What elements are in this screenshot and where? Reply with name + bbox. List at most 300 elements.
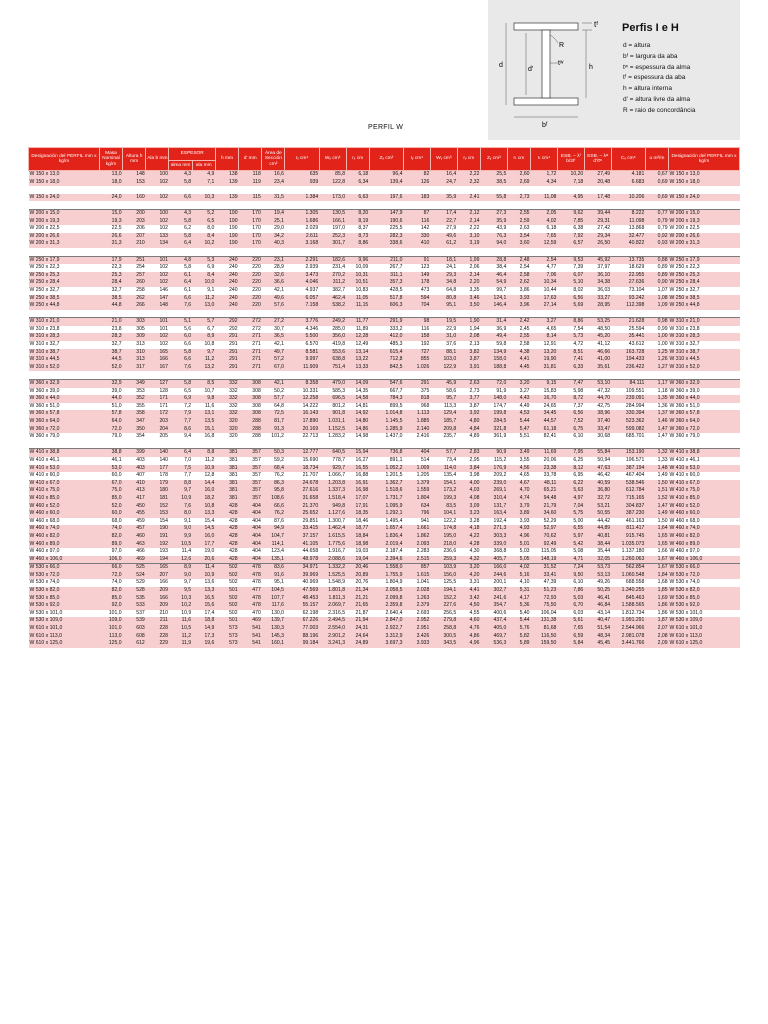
table-cell: 410 [123,480,146,488]
table-cell: 1,32 [645,449,668,457]
table-cell: 18,98 [346,541,369,549]
table-cell: 102 [146,279,169,287]
table-cell: 16.143 [285,410,319,418]
table-cell-empty [346,310,369,318]
table-cell: 784,3 [369,395,403,403]
table-cell: 1,86 [645,602,668,610]
table-cell: 36,6 [262,279,285,287]
table-cell: 47,39 [531,579,558,587]
diagram-d-label: d [499,62,503,69]
table-cell: 309 [123,333,146,341]
table-cell: 109.551 [611,388,645,396]
table-row [29,625,740,633]
table-cell: 190 [146,525,169,533]
table-cell: 1.201,5 [369,472,403,480]
table-cell-designation: W 530 x 109,0 [29,617,100,625]
table-cell: 3,27 [531,318,558,326]
table-cell-designation: W 250 x 28,4 [669,279,740,287]
table-cell: 99,7 [480,287,507,295]
table-cell: 5,8 [169,264,192,272]
table-cell: 4,3 [169,209,192,217]
table-cell: 796 [403,510,430,518]
table-cell: 2.693 [403,610,430,618]
table-cell: 2.952 [403,617,430,625]
table-cell: 2.359,8 [369,602,403,610]
table-cell: 52,97 [531,525,558,533]
table-cell: 18,77 [346,525,369,533]
legend-item: d = altura [623,42,651,49]
table-cell: 50,94 [584,457,611,465]
table-cell: 361,9 [480,433,507,441]
table-cell: 17,91 [346,503,369,511]
table-cell: 240 [215,295,238,303]
header-zy: Zᵧ cm³ [480,148,507,171]
table-cell-empty [584,371,611,379]
table-cell: 321,8 [480,426,507,434]
table-cell: 929,7 [319,465,346,473]
table-cell: 20,48 [584,179,611,187]
table-cell: 845.463 [611,595,645,603]
table-cell-empty [29,441,100,449]
table-cell: 27,42 [584,225,611,233]
table-cell: 18.629 [611,264,645,272]
table-cell: 288 [239,418,262,426]
table-cell: 1,90 [457,318,480,326]
table-cell-empty [584,248,611,256]
table-cell: 7,6 [169,503,192,511]
table-cell-designation: W 310 x 38,7 [29,349,100,357]
table-cell: 13,22 [346,356,369,364]
table-cell-empty [403,371,430,379]
table-cell-empty [319,201,346,209]
table-cell: 32,9 [99,380,122,388]
table-cell: 134 [146,240,169,248]
table-cell: 16,55 [346,465,369,473]
table-cell: 180 [146,487,169,495]
table-cell: 1.035.073 [611,541,645,549]
table-cell: 73,4 [430,457,457,465]
table-cell-designation: W 410 x 53,0 [669,465,740,473]
table-cell: 257 [123,272,146,280]
table-cell: 42,1 [262,380,285,388]
table-cell: 21,87 [346,610,369,618]
table-cell: 320 [215,418,238,426]
table-cell: 2,54 [507,264,530,272]
table-cell: 271,3 [480,525,507,533]
table-cell: 8,14 [531,333,558,341]
table-cell: 3,86 [507,287,530,295]
table-cell: 1,50 [645,518,668,526]
table-cell: 89,0 [99,541,122,549]
table-cell: 381 [215,480,238,488]
table-cell: 95,1 [262,579,285,587]
table-cell: 11,4 [192,564,215,572]
table-row [29,465,740,473]
table-cell: 97,0 [99,548,122,556]
table-cell: 1.615 [403,572,430,580]
table-cell: 34,2 [262,233,285,241]
table-cell: 24,7 [430,179,457,187]
legend-item: tʷ = espessura da alma [623,63,691,71]
table-cell: 75,50 [531,602,558,610]
table-cell: 4,67 [507,480,530,488]
table-cell: 235,7 [430,433,457,441]
table-cell: 13,2 [192,364,215,372]
table-cell: 428 [215,548,238,556]
table-row [29,233,740,241]
table-cell: 8,12 [557,465,584,473]
table-cell: 178 [403,279,430,287]
table-cell: 240 [215,302,238,310]
table-cell: 2.901,2 [319,633,346,641]
table-cell: 4,70 [507,487,530,495]
table-cell: 20,06 [531,457,558,465]
table-cell: 2.394,6 [369,556,403,564]
table-cell: 72,0 [99,572,122,580]
table-cell: 477 [239,587,262,595]
table-cell: 460 [123,533,146,541]
table-cell: 5,69 [557,302,584,310]
table-cell: 7,06 [531,272,558,280]
table-cell: 209,2 [480,472,507,480]
table-cell: 8,20 [346,209,369,217]
table-cell: 407 [123,472,146,480]
table-cell: 4,30 [457,548,480,556]
table-cell-empty [611,310,645,318]
table-cell: 8,0 [192,225,215,233]
table-cell: 2.140 [403,426,430,434]
table-cell-empty [146,186,169,194]
table-cell: 51,23 [531,587,558,595]
table-cell: 1,49 [645,472,668,480]
table-cell: 252,3 [319,233,346,241]
legend-item: h = altura interna [623,85,672,93]
table-cell: 7,92 [557,233,584,241]
table-cell: 236.422 [611,364,645,372]
table-cell-designation: W 250 x 38,5 [669,295,740,303]
table-cell-designation: W 310 x 32,7 [669,341,740,349]
table-cell-designation: W 360 x 51,0 [669,403,740,411]
table-cell: 258,8 [430,625,457,633]
table-cell: 1.052,2 [369,465,403,473]
table-cell-designation: W 200 x 26,6 [29,233,100,241]
table-cell: 4,3 [169,171,192,179]
table-cell: 428 [215,541,238,549]
table-cell: 2,06 [457,264,480,272]
table-cell: 95,1 [430,302,457,310]
table-cell: 387.230 [611,510,645,518]
table-cell-designation: W 310 x 44,5 [29,356,100,364]
table-cell-empty [262,371,285,379]
table-cell: 7,95 [557,449,584,457]
table-cell: 1,65 [645,541,668,549]
table-cell: 38,4 [480,264,507,272]
table-cell: 573 [215,625,238,633]
table-cell: 539 [123,617,146,625]
table-cell: 77.003 [285,625,319,633]
table-cell: 165 [146,564,169,572]
table-cell: 899,5 [369,403,403,411]
table-cell-empty [457,201,480,209]
table-cell: 31,4 [480,318,507,326]
table-cell-designation: W 150 x 24,0 [669,194,740,202]
table-cell: 220 [239,264,262,272]
table-cell: 206 [123,225,146,233]
table-cell: 220 [239,272,262,280]
table-cell: 16,4 [430,171,457,179]
table-row [29,472,740,480]
table-cell: 90,9 [480,449,507,457]
table-cell: 13,0 [192,302,215,310]
table-cell: 525 [123,564,146,572]
table-cell: 4,89 [457,433,480,441]
table-cell-designation: W 460 x 106,0 [669,556,740,564]
table-cell: 1.462,4 [319,525,346,533]
table-cell-empty [403,186,430,194]
table-cell: 4.181 [611,171,645,179]
table-cell: 31,5 [262,194,285,202]
table-cell: 57,7 [262,395,285,403]
table-cell: 28,4 [99,279,122,287]
table-cell: 473 [403,287,430,295]
table-cell: 279,8 [430,617,457,625]
table-cell: 149 [403,272,430,280]
table-cell: 5,75 [557,510,584,518]
table-cell: 3,28 [457,518,480,526]
table-cell-empty [123,201,146,209]
table-cell: 891,1 [369,457,403,465]
table-cell: 355 [123,403,146,411]
header-wx: Wₓ cm³ [319,148,346,171]
table-cell: 55.157 [285,602,319,610]
table-cell: 10,8 [192,503,215,511]
table-cell: 16,98 [346,487,369,495]
table-cell-empty [403,441,430,449]
page-title: PERFIL W [368,124,404,131]
table-cell: 163,4 [480,510,507,518]
table-cell: 101,0 [99,610,122,618]
table-cell: 15,94 [346,449,369,457]
table-cell: 514 [403,457,430,465]
table-cell: 153 [146,510,169,518]
table-cell: 49,7 [262,349,285,357]
table-cell: 29,31 [584,218,611,226]
table-cell-empty [557,201,584,209]
table-cell-designation: W 460 x 52,0 [669,503,740,511]
table-cell: 2,20 [457,279,480,287]
table-cell: 20,89 [346,572,369,580]
table-cell: 11,15 [346,302,369,310]
table-cell: 24,1 [430,264,457,272]
table-cell: 13,5 [192,418,215,426]
diagram-dprime-label: d' [528,66,534,73]
table-cell: 14,92 [346,410,369,418]
table-cell: 177 [146,465,169,473]
table-cell: 330.394 [611,410,645,418]
table-cell: 87,6 [262,518,285,526]
table-cell: 3.312,9 [369,633,403,641]
table-cell: 5,51 [507,433,530,441]
table-cell: 11,05 [346,295,369,303]
table-cell: 412,0 [369,333,403,341]
table-cell-empty [531,248,558,256]
table-cell-empty [480,201,507,209]
table-cell: 10,3 [169,595,192,603]
table-cell: 941 [403,518,430,526]
table-cell: 3,19 [457,240,480,248]
table-cell: 5,7 [192,318,215,326]
table-cell: 1.775,6 [319,541,346,549]
table-cell: 417 [123,495,146,503]
table-cell: 3,98 [457,472,480,480]
table-cell: 153 [123,179,146,187]
table-cell: 188,8 [480,364,507,372]
table-cell: 10,31 [346,272,369,280]
table-cell-designation: W 250 x 38,5 [29,295,100,303]
table-cell: 49,26 [584,579,611,587]
table-cell: 5,63 [557,487,584,495]
table-cell: 203 [123,218,146,226]
table-cell: 31,0 [430,333,457,341]
table-row [29,218,740,226]
table-cell: 211 [146,617,169,625]
table-cell: 478 [239,572,262,580]
table-cell: 1.558,0 [369,564,403,572]
table-cell-empty [99,186,122,194]
table-cell: 99.184 [285,640,319,648]
table-cell: 727 [403,349,430,357]
table-cell: 200,1 [480,579,507,587]
table-cell-empty [169,186,192,194]
table-cell: 4,80 [457,418,480,426]
table-cell: 2,13 [457,341,480,349]
table-cell: 122,9 [430,364,457,372]
table-cell: 1.095,9 [369,503,403,511]
table-cell-designation: W 530 x 85,0 [29,595,100,603]
table-cell: 381 [215,465,238,473]
table-cell: 1.731,7 [369,495,403,503]
table-cell: 114,0 [430,465,457,473]
table-cell: 17,07 [346,495,369,503]
table-cell: 1.260.063 [611,556,645,564]
table-cell-empty [146,310,169,318]
table-cell-empty [369,371,403,379]
table-cell-empty [369,201,403,209]
table-cell: 470 [239,610,262,618]
table-cell: 428 [215,533,238,541]
table-cell: 2,63 [507,225,530,233]
table-cell-designation: W 530 x 74,0 [669,579,740,587]
table-cell-designation: W 250 x 17,9 [669,256,740,264]
table-cell: 139,7 [262,617,285,625]
table-cell: 308 [239,380,262,388]
table-cell: 72,0 [480,380,507,388]
table-cell: 41,12 [584,341,611,349]
table-cell: 1.263 [403,595,430,603]
table-cell: 46,42 [584,472,611,480]
table-cell: 271 [239,364,262,372]
table-cell: 6,18 [346,171,369,179]
table-cell: 12.258 [285,395,319,403]
table-cell: 40,81 [584,533,611,541]
table-cell-designation: W 360 x 64,0 [669,418,740,426]
table-cell: 2.093 [403,541,430,549]
table-cell: 158 [403,333,430,341]
table-cell: 244,6 [480,572,507,580]
table-cell-empty [531,186,558,194]
table-cell-empty [169,310,192,318]
table-cell: 1.283,2 [319,433,346,441]
table-cell: 101 [146,318,169,326]
table-cell-designation: W 460 x 97,0 [669,548,740,556]
table-cell: 256,5 [430,610,457,618]
table-cell: 5,8 [169,179,192,187]
table-cell-designation: W 310 x 38,7 [669,349,740,357]
table-row [29,356,740,364]
table-cell: 9,53 [557,256,584,264]
table-cell: 524 [123,572,146,580]
table-cell: 17,4 [192,610,215,618]
table-cell: 8,4 [192,233,215,241]
table-row [29,426,740,434]
table-cell: 205 [146,433,169,441]
table-cell: 154 [146,518,169,526]
table-cell: 1,94 [457,326,480,334]
table-cell: 7,9 [169,410,192,418]
table-cell: 3,35 [457,287,480,295]
table-cell: 19,0 [192,548,215,556]
table-cell: 3,87 [457,356,480,364]
table-cell-empty [192,201,215,209]
table-cell: 0,69 [645,179,668,187]
table-row [29,209,740,217]
table-cell: 34.971 [285,564,319,572]
table-cell: 2.291 [285,256,319,264]
table-cell: 300,5 [430,633,457,641]
table-cell: 4,41 [457,587,480,595]
table-cell-empty [430,201,457,209]
table-cell-empty [369,310,403,318]
table-row [29,194,740,202]
table-cell: 3,55 [507,457,530,465]
table-cell: 1.152,5 [319,426,346,434]
table-cell: 13.868 [611,225,645,233]
header-area: Área de Sección cm² [262,148,285,171]
table-cell: 5,00 [557,518,584,526]
table-cell: 857 [403,564,430,572]
table-cell: 271 [239,349,262,357]
table-row [29,487,740,495]
table-cell: 267,7 [369,264,403,272]
table-cell: 36,03 [584,287,611,295]
table-cell: 113,0 [99,633,122,641]
table-cell: 18,46 [346,518,369,526]
header-zx: Zₓ cm³ [369,148,403,171]
table-cell: 46,4 [480,272,507,280]
table-cell: 437,4 [480,617,507,625]
table-cell-empty [169,441,192,449]
table-cell: 95,7 [430,395,457,403]
table-cell-empty [457,371,480,379]
table-cell: 35,9 [480,218,507,226]
table-cell: 192 [403,341,430,349]
table-cell: 381 [215,472,238,480]
table-cell: 5,44 [507,617,530,625]
table-cell-designation: W 410 x 75,0 [29,487,100,495]
table-cell: 381 [215,457,238,465]
table-cell: 52,0 [99,503,122,511]
table-cell: 1.205 [403,472,430,480]
